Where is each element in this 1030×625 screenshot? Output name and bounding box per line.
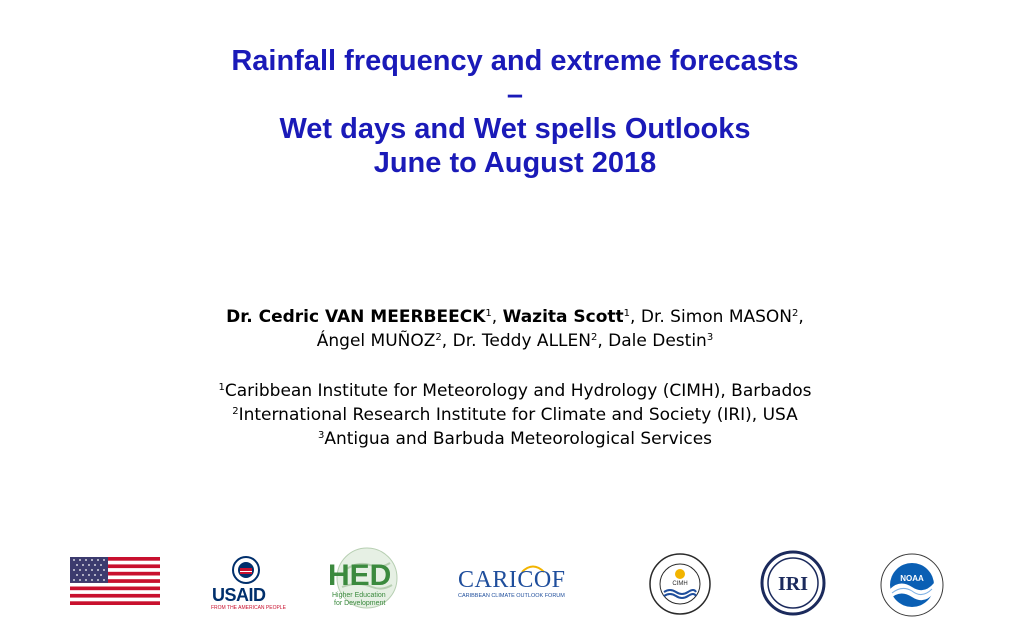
affiliation-list	[0, 379, 1030, 451]
author-name: Dr. Simon MASON	[640, 307, 793, 327]
hed-wordmark: HED	[328, 559, 392, 592]
author-name: Dr. Cedric VAN MEERBEECK	[226, 307, 486, 327]
author-separator: ,	[798, 307, 804, 327]
hed-logo	[326, 547, 402, 613]
author-sup: 3	[706, 332, 714, 343]
us-flag-icon	[70, 557, 160, 605]
author-name: Dr. Teddy ALLEN	[452, 331, 591, 351]
title-dash: –	[506, 79, 524, 111]
affiliation-text: Antigua and Barbuda Meteorological Services	[324, 429, 713, 449]
author-name: Ángel MUÑOZ	[316, 331, 436, 351]
affiliation-item	[0, 379, 1030, 403]
usaid-tagline: FROM THE AMERICAN PEOPLE	[211, 605, 286, 611]
author-sup: 2	[590, 332, 598, 343]
caricof-logo	[456, 563, 580, 603]
iri-label: IRI	[777, 573, 809, 595]
title-line-1: Rainfall frequency and extreme forecasts	[231, 45, 799, 77]
cimh-seal-icon	[648, 552, 712, 616]
usaid-name: USAID	[212, 585, 266, 605]
caricof-wordmark: CARICOF	[458, 567, 566, 593]
author-sup: 2	[792, 308, 799, 319]
usaid-seal-icon	[232, 556, 260, 584]
noaa-label: NOAA	[900, 574, 924, 583]
cimh-label: CIMH	[672, 581, 688, 587]
hed-tagline-1: Higher Education	[332, 592, 386, 599]
usaid-logo	[210, 556, 286, 612]
affiliation-text: Caribbean Institute for Meteorology and Hydrology (CIMH), Barbados	[224, 381, 812, 401]
author-line-1	[0, 305, 1030, 329]
author-sup: 2	[435, 332, 442, 343]
author-sup: 1	[623, 308, 631, 319]
title-line-3: Wet days and Wet spells Outlooks	[279, 113, 751, 145]
caricof-tagline: CARIBBEAN CLIMATE OUTLOOK FORUM	[458, 593, 565, 599]
affiliation-sup: 1	[218, 382, 225, 393]
usaid-wordmark	[212, 586, 266, 604]
iri-logo-icon	[760, 550, 826, 616]
title-line-4: June to August 2018	[373, 147, 657, 179]
affiliation-sup: 2	[232, 406, 239, 417]
author-sup: 1	[485, 308, 492, 319]
author-separator: ,	[491, 307, 503, 327]
author-separator: ,	[630, 307, 641, 327]
author-line-2	[0, 329, 1030, 353]
author-separator: ,	[441, 331, 453, 351]
author-separator: ,	[597, 331, 609, 351]
affiliation-sup: 3	[317, 430, 325, 441]
hed-tagline-2: for Development	[334, 600, 386, 607]
slide-title	[0, 44, 1030, 180]
author-list	[0, 305, 1030, 353]
affiliation-text: International Research Institute for Climate and Society (IRI), USA	[238, 405, 798, 425]
affiliation-item	[0, 403, 1030, 427]
author-name: Dale Destin	[608, 331, 707, 351]
affiliation-item	[0, 427, 1030, 451]
noaa-logo-icon	[880, 553, 944, 617]
author-name: Wazita Scott	[502, 307, 624, 327]
